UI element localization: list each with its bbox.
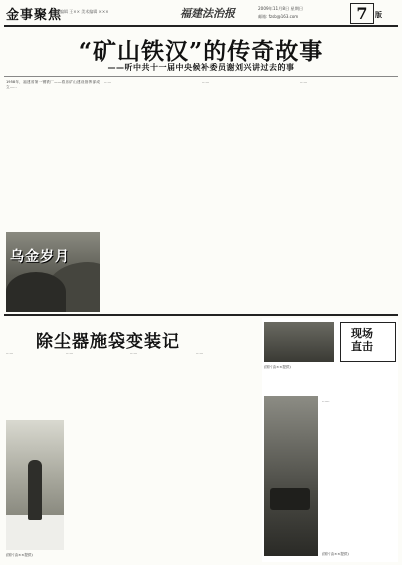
page-label: 版 — [375, 11, 382, 19]
lower-story-column-4: …… — [196, 351, 204, 355]
photo-vehicle — [270, 488, 310, 510]
contact-email: 邮箱: fzsb@163.com — [258, 14, 299, 19]
live-logo-line2: 直击 — [351, 340, 373, 353]
top-rule — [4, 25, 398, 27]
story-column-2: …… — [104, 80, 112, 84]
scene-photo-caption: (图片由××提供) — [322, 552, 349, 556]
story-column-1: 1958年，福建省第一钢铁厂——将乐矿山建设指挥部成立…… — [6, 80, 100, 90]
photo-caption-overlay: 乌金岁月 — [10, 249, 70, 265]
lower-story-column-2: …… — [66, 351, 74, 355]
photo-figure — [28, 460, 42, 520]
scene-text: …… — [322, 398, 330, 403]
mine-photo — [6, 232, 100, 312]
live-logo-text — [351, 327, 373, 353]
headline-rule — [4, 76, 398, 77]
column-title: 金事聚焦 — [6, 8, 63, 23]
live-report-photo — [264, 322, 334, 362]
scene-photo — [264, 396, 318, 556]
main-headline: “矿山铁汉”的传奇故事 — [78, 38, 324, 65]
live-report-caption: (图片由××提供) — [264, 365, 291, 369]
newspaper-name: 福建法治报 — [180, 7, 235, 20]
live-report-logo — [340, 322, 396, 362]
story-column-3: …… — [202, 80, 210, 84]
section-rule — [4, 314, 398, 316]
page-number: 7 — [350, 3, 374, 24]
issue-date: 2009年11月8日 星期日 — [258, 6, 304, 11]
lower-story-column-1: …… — [6, 351, 14, 355]
live-logo-line1: 现场 — [351, 327, 373, 340]
story-column-4: …… — [300, 80, 308, 84]
main-subheadline: ——听中共十一届中央候补委员谢刘兴讲过去的事 — [107, 63, 295, 72]
lower-story-title: 除尘器施袋变装记 — [36, 332, 180, 352]
column-editor-line: 责任编辑 王×× 美术编辑 ××× — [52, 9, 109, 14]
worker-photo — [6, 420, 64, 550]
photo-hill — [6, 272, 66, 312]
photo-ground — [6, 515, 64, 550]
lower-story-column-3: …… — [130, 351, 138, 355]
worker-photo-caption: (图片由××提供) — [6, 553, 33, 557]
